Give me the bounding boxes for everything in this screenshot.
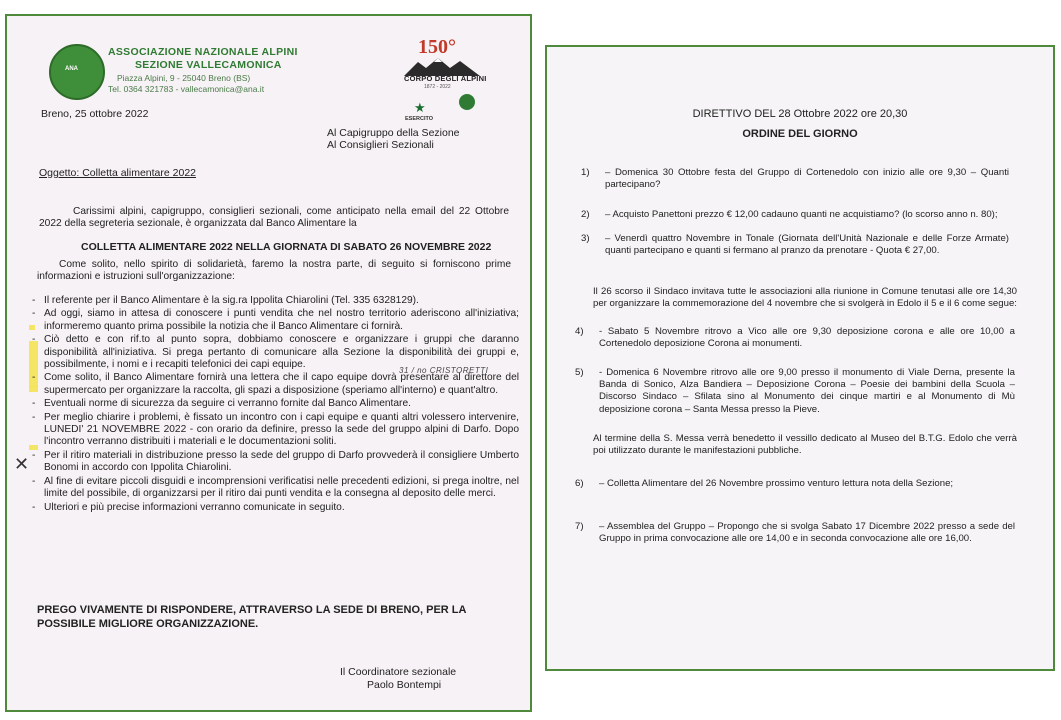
signature-role: Il Coordinatore sezionale: [340, 666, 457, 678]
list-item: - Ad oggi, siamo in attesa di conoscere i punti vendita che nel nostro territorio aderiscono all'iniziativa; informeremo quanto prima possibile la notizia che il Banco Alimentare ci fornirà.: [25, 308, 519, 333]
recipient-2: Al Consiglieri Sezionali: [327, 139, 434, 151]
signature-name: Paolo Bontempi: [367, 679, 442, 691]
intro-paragraph: Carissimi alpini, capigruppo, consiglieri sezionali, come anticipato nella email del 22 Ottobre 2022 della segreteria sezionale, è organizzata dal Banco Alimentare la: [39, 206, 509, 230]
list-item: - Per meglio chiarire i problemi, è fissato un incontro con i capi equipe e quanti altri volessero intervenire, LUNEDI' 21 NOVEMBRE 2022 - con orario da definire, presso la sede del gruppo alpini di Darfo. Dopo l'incontro verranno distribuiti i materiali e le documentazioni soliti.: [25, 412, 519, 449]
instruction-list: [25, 295, 519, 515]
logo-text: ANA: [65, 66, 78, 72]
esercito-label: ESERCITO: [405, 116, 434, 122]
agenda-item-number: 5): [575, 367, 584, 378]
star-icon: ★: [414, 100, 426, 115]
logo-150-number: 150°: [418, 36, 456, 58]
agenda-item-text: – Venerdì quattro Novembre in Tonale (Giornata dell'Unità Nazionale e delle Forze Armate) quanti partecipano e quanti si fermano al pranzo da prenotare - Quota € 27,00.: [605, 233, 1009, 257]
agenda-item: [575, 521, 1015, 547]
agenda-item-number: 7): [575, 521, 584, 532]
list-item: - Eventuali norme di sicurezza da seguire ci verranno fornite dal Banco Alimentare.: [25, 398, 519, 410]
handwritten-x-mark: ✕: [14, 454, 30, 475]
ana-badge-icon: [459, 94, 475, 110]
agenda-item: [581, 233, 1009, 271]
corpo-alpini-150-logo: [402, 36, 487, 102]
handwritten-note: 31 / no CRISTORETTI: [399, 366, 489, 375]
agenda-note: Al termine della S. Messa verrà benedetto il vessillo dedicato al Museo del B.T.G. Edolo che verrà poi utilizzato durante le manifestazioni pubbliche.: [593, 433, 1017, 457]
agenda-item-text: – Domenica 30 Ottobre festa del Gruppo di Cortenedolo con inizio alle ore 9,30 – Quanti partecipano?: [605, 167, 1009, 191]
ana-vallecamonica-logo-icon: [49, 44, 105, 100]
association-section: SEZIONE VALLECAMONICA: [135, 59, 282, 71]
list-item: - Per il ritiro materiali in distribuzione presso la sede del gruppo di Darfo provvederà il consigliere Umberto Bonomi in accordo con Ippolita Chiarolini.: [25, 450, 519, 475]
association-name: ASSOCIAZIONE NAZIONALE ALPINI: [108, 46, 298, 58]
event-headline: COLLETTA ALIMENTARE 2022 NELLA GIORNATA DI SABATO 26 NOVEMBRE 2022: [81, 241, 492, 253]
list-item: - Ciò detto e con rif.to al punto sopra, dobbiamo conoscere e organizzare i gruppi che daranno disponibilità all'iniziativa. Si prega pertanto di comunicare alla Sezione la disponibilità dei gruppi e, possibilmente, i nomi e i recapiti telefonici dei capi equipe.: [25, 334, 519, 371]
agenda-item-number: 2): [581, 209, 590, 220]
agenda-page: [545, 45, 1055, 671]
agenda-subtitle: ORDINE DEL GIORNO: [742, 128, 858, 140]
mountain-icon: [404, 56, 480, 76]
association-address: Piazza Alpini, 9 - 25040 Breno (BS): [117, 73, 251, 83]
agenda-item-number: 3): [581, 233, 590, 244]
agenda-item-text: - Domenica 6 Novembre ritrovo alle ore 9,00 presso il monumento di Viale Derna, presente la Banda di Sonico, Alza Bandiera – Deposizione Corona – Poesie dei bambini della Scuola – Discorso Sindaco – Sfilata sino al Monumento dei cinque martiri e al Monumento di Mù deposizione corona – Santa Messa presso la Pieve.: [599, 367, 1015, 415]
letter-page: [5, 14, 532, 712]
agenda-item-text: – Assemblea del Gruppo – Propongo che si svolga Sabato 17 Dicembre 2022 presso a sede del Gruppo in prima convocazione alle ore 14,00 e in seconda convocazione alle ore 16,00.: [599, 521, 1015, 545]
agenda-note: Il 26 scorso il Sindaco invitava tutte le associazioni alla riunione in Comune tenutasi alle ore 14,30 per organizzare la commemorazione del 4 novembre che si svolgerà in Edolo il 5 e il 6 come segue:: [593, 286, 1017, 310]
list-item: - Al fine di evitare piccoli disguidi e incomprensioni verificatisi nelle precedenti edizioni, si prega inoltre, nel limite del possibile, di organizzarsi per il ritiro dai punti vendita e la consegna al deposito delle merci.: [25, 476, 519, 501]
association-contact: Tel. 0364 321783 - vallecamonica@ana.it: [108, 84, 265, 94]
logo-150-years: 1872 - 2022: [424, 84, 451, 90]
closing-request: PREGO VIVAMENTE DI RISPONDERE, ATTRAVERSO LA SEDE DI BRENO, PER LA POSSIBILE MIGLIORE ORGANIZZAZIONE.: [37, 604, 467, 630]
agenda-item: [575, 326, 1015, 352]
agenda-item: [575, 478, 1015, 492]
letter-date: Breno, 25 ottobre 2022: [41, 108, 149, 120]
list-item: - Come solito, il Banco Alimentare fornirà una lettera che il capo equipe dovrà presentare al direttore del supermercato per organizzare la raccolta, gli spazi a disposizione (speriamo all'interno) e quant'altro.: [25, 372, 519, 397]
agenda-item: [581, 209, 1009, 223]
esercito-logo: [403, 100, 437, 126]
agenda-item-text: – Colletta Alimentare del 26 Novembre prossimo venturo lettura nota della Sezione;: [599, 478, 954, 489]
agenda-item-number: 1): [581, 167, 590, 178]
agenda-item-number: 4): [575, 326, 584, 337]
agenda-item-text: - Sabato 5 Novembre ritrovo a Vico alle ore 9,30 deposizione corona e alle ore 10,00 a Cortenedolo deposizione Corona ai monumenti.: [599, 326, 1015, 350]
agenda-title: DIRETTIVO DEL 28 Ottobre 2022 ore 20,30: [692, 108, 908, 120]
agenda-item: [581, 167, 1009, 193]
info-paragraph: Come solito, nello spirito di solidarietà, faremo la nostra parte, di seguito si forniscono prime informazioni e istruzioni sull'organizzazione:: [37, 259, 511, 283]
agenda-item: [575, 367, 1015, 429]
agenda-item-number: 6): [575, 478, 584, 489]
agenda-item-text: – Acquisto Panettoni prezzo € 12,00 cadauno quanti ne acquistiamo? (lo scorso anno n. 80);: [605, 209, 998, 220]
list-item: - Il referente per il Banco Alimentare è la sig.ra Ippolita Chiarolini (Tel. 335 6328129).: [25, 295, 519, 307]
recipient-1: Al Capigruppo della Sezione: [327, 127, 460, 139]
list-item: - Ulteriori e più precise informazioni verranno comunicate in seguito.: [25, 502, 519, 514]
logo-150-text: CORPO DEGLI ALPINI: [404, 74, 487, 83]
letter-subject: Oggetto: Colletta alimentare 2022: [39, 167, 197, 179]
